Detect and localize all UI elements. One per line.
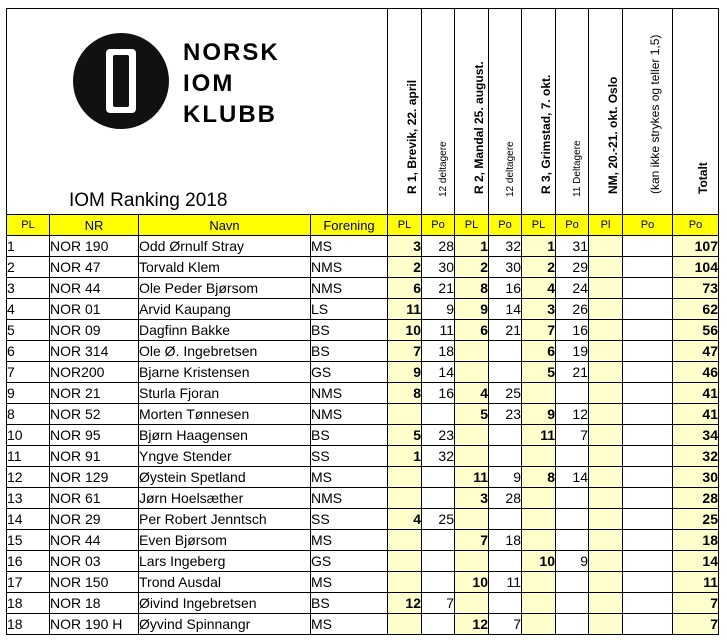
cell-total: 34 <box>673 425 719 446</box>
cell-r3po: 31 <box>556 236 589 257</box>
cell-nm <box>623 425 673 446</box>
cell-nm <box>589 425 623 446</box>
cell-navn: Morten Tønnesen <box>139 404 311 425</box>
cell-nm <box>589 572 623 593</box>
cell-nm <box>589 530 623 551</box>
cell-r1pl <box>388 404 422 425</box>
table-row <box>7 614 719 635</box>
cell-r3pl <box>522 593 556 614</box>
cell-r2pl <box>455 446 489 467</box>
cell-r3po <box>556 509 589 530</box>
cell-r2po: 18 <box>489 530 522 551</box>
col-r1-po: Po <box>422 215 455 236</box>
table-row <box>7 572 719 593</box>
cell-r1pl: 6 <box>388 278 422 299</box>
round-3-participants: 11 Deltagere <box>556 9 589 215</box>
cell-navn: Dagfinn Bakke <box>139 320 311 341</box>
table-row <box>7 383 719 404</box>
cell-r2pl: 11 <box>455 467 489 488</box>
cell-r1po: 18 <box>422 341 455 362</box>
cell-r1po: 30 <box>422 257 455 278</box>
cell-r3po <box>556 446 589 467</box>
cell-total: 62 <box>673 299 719 320</box>
cell-r1pl: 9 <box>388 362 422 383</box>
cell-nm <box>623 488 673 509</box>
cell-navn: Lars Ingeberg <box>139 551 311 572</box>
cell-forening: GS <box>311 362 388 383</box>
cell-navn: Bjarne Kristensen <box>139 362 311 383</box>
cell-pl: 16 <box>7 551 50 572</box>
cell-total: 28 <box>673 488 719 509</box>
cell-r3po <box>556 383 589 404</box>
cell-r2po <box>489 593 522 614</box>
cell-r1po <box>422 530 455 551</box>
cell-r3pl: 4 <box>522 278 556 299</box>
cell-r1pl: 7 <box>388 341 422 362</box>
cell-nm <box>589 341 623 362</box>
cell-nr: NOR 01 <box>50 299 139 320</box>
cell-total: 41 <box>673 383 719 404</box>
cell-pl: 3 <box>7 278 50 299</box>
cell-nm <box>623 446 673 467</box>
table-row <box>7 236 719 257</box>
cell-nm <box>589 509 623 530</box>
cell-nm <box>623 257 673 278</box>
cell-r2po <box>489 551 522 572</box>
column-header-row <box>7 215 719 236</box>
table-row <box>7 509 719 530</box>
cell-total: 73 <box>673 278 719 299</box>
logo-line-3: KLUBB <box>183 101 277 128</box>
cell-r3pl: 3 <box>522 299 556 320</box>
cell-total: 30 <box>673 467 719 488</box>
cell-r1pl <box>388 551 422 572</box>
cell-r2pl: 6 <box>455 320 489 341</box>
round-2-participants: 12 deltagere <box>489 9 522 215</box>
cell-nr: NOR 95 <box>50 425 139 446</box>
cell-r3pl <box>522 509 556 530</box>
cell-r1po <box>422 404 455 425</box>
cell-pl: 5 <box>7 320 50 341</box>
cell-navn: Ole Ø. Ingebretsen <box>139 341 311 362</box>
cell-r3pl: 1 <box>522 236 556 257</box>
cell-r2po: 25 <box>489 383 522 404</box>
cell-nm <box>589 362 623 383</box>
cell-r1po: 16 <box>422 383 455 404</box>
cell-navn: Øivind Ingebretsen <box>139 593 311 614</box>
nm-header: NM, 20.-21. okt. Oslo <box>589 9 623 215</box>
cell-r3pl <box>522 530 556 551</box>
cell-pl: 12 <box>7 467 50 488</box>
cell-r1po: 14 <box>422 362 455 383</box>
cell-r3pl <box>522 572 556 593</box>
cell-nr: NOR 03 <box>50 551 139 572</box>
table-row <box>7 425 719 446</box>
col-nr: NR <box>50 215 139 236</box>
table-row <box>7 257 719 278</box>
cell-r1po: 9 <box>422 299 455 320</box>
cell-r1pl: 4 <box>388 509 422 530</box>
round-1-participants: 12 deltagere <box>422 9 455 215</box>
col-r2-pl: PL <box>455 215 489 236</box>
cell-nm <box>623 614 673 635</box>
cell-nm <box>589 404 623 425</box>
cell-navn: Jørn Hoelsæther <box>139 488 311 509</box>
cell-nm <box>623 530 673 551</box>
cell-nr: NOR 129 <box>50 467 139 488</box>
club-logo <box>73 33 313 153</box>
cell-nr: NOR 52 <box>50 404 139 425</box>
cell-nm <box>623 593 673 614</box>
table-row <box>7 593 719 614</box>
cell-forening: NMS <box>311 278 388 299</box>
cell-r2po <box>489 509 522 530</box>
cell-r1pl <box>388 467 422 488</box>
cell-r1po: 28 <box>422 236 455 257</box>
col-pl: PL <box>7 215 50 236</box>
cell-r3po: 16 <box>556 320 589 341</box>
cell-r3po <box>556 572 589 593</box>
cell-r1po <box>422 467 455 488</box>
cell-total: 47 <box>673 341 719 362</box>
cell-navn: Per Robert Jenntsch <box>139 509 311 530</box>
cell-total: 107 <box>673 236 719 257</box>
cell-nr: NOR 190 H <box>50 614 139 635</box>
table-row <box>7 299 719 320</box>
cell-nr: NOR 91 <box>50 446 139 467</box>
cell-r3po <box>556 530 589 551</box>
cell-r1po <box>422 488 455 509</box>
iom-logo-icon <box>73 33 169 129</box>
table-row <box>7 362 719 383</box>
cell-r1pl <box>388 488 422 509</box>
cell-r1pl: 2 <box>388 257 422 278</box>
cell-r2pl <box>455 551 489 572</box>
cell-r2po: 28 <box>489 488 522 509</box>
cell-r2po: 14 <box>489 299 522 320</box>
cell-r1po: 32 <box>422 446 455 467</box>
cell-navn: Ole Peder Bjørsom <box>139 278 311 299</box>
cell-nr: NOR 44 <box>50 530 139 551</box>
cell-r1po: 21 <box>422 278 455 299</box>
cell-r1po <box>422 614 455 635</box>
cell-navn: Bjørn Haagensen <box>139 425 311 446</box>
cell-nm <box>623 299 673 320</box>
cell-total: 11 <box>673 572 719 593</box>
cell-nr: NOR 44 <box>50 278 139 299</box>
round-1-header: R 1, Brevik, 22. april <box>388 9 422 215</box>
cell-nm <box>589 467 623 488</box>
cell-r2pl: 3 <box>455 488 489 509</box>
cell-nm <box>589 299 623 320</box>
cell-r2pl <box>455 362 489 383</box>
header-row <box>7 9 719 215</box>
cell-r1po: 25 <box>422 509 455 530</box>
col-r3-po: Po <box>556 215 589 236</box>
cell-r1pl <box>388 530 422 551</box>
cell-r3po: 14 <box>556 467 589 488</box>
cell-forening: GS <box>311 551 388 572</box>
cell-pl: 10 <box>7 425 50 446</box>
table-row <box>7 404 719 425</box>
cell-r3po <box>556 488 589 509</box>
cell-pl: 2 <box>7 257 50 278</box>
cell-nm <box>623 278 673 299</box>
cell-r3pl: 11 <box>522 425 556 446</box>
cell-r1pl <box>388 614 422 635</box>
cell-r3pl <box>522 488 556 509</box>
cell-r2po: 7 <box>489 614 522 635</box>
cell-total: 7 <box>673 614 719 635</box>
col-forening: Forening <box>311 215 388 236</box>
cell-nr: NOR 09 <box>50 320 139 341</box>
cell-pl: 18 <box>7 593 50 614</box>
cell-r3pl <box>522 383 556 404</box>
cell-forening: LS <box>311 299 388 320</box>
cell-total: 18 <box>673 530 719 551</box>
cell-r1po <box>422 551 455 572</box>
cell-navn: Torvald Klem <box>139 257 311 278</box>
cell-r2pl: 7 <box>455 530 489 551</box>
cell-nm <box>623 404 673 425</box>
cell-r2pl <box>455 425 489 446</box>
cell-navn: Øystein Spetland <box>139 467 311 488</box>
cell-nm <box>623 551 673 572</box>
cell-r3po: 29 <box>556 257 589 278</box>
cell-pl: 11 <box>7 446 50 467</box>
cell-r2pl <box>455 509 489 530</box>
cell-r3pl: 5 <box>522 362 556 383</box>
ranking-table <box>6 8 719 635</box>
cell-r2po: 16 <box>489 278 522 299</box>
cell-total: 32 <box>673 446 719 467</box>
cell-forening: SS <box>311 446 388 467</box>
cell-r2pl <box>455 341 489 362</box>
cell-r3po: 21 <box>556 362 589 383</box>
table-row <box>7 467 719 488</box>
cell-total: 104 <box>673 257 719 278</box>
cell-r3po: 7 <box>556 425 589 446</box>
cell-nm <box>589 278 623 299</box>
cell-r2po: 23 <box>489 404 522 425</box>
cell-pl: 1 <box>7 236 50 257</box>
cell-forening: SS <box>311 509 388 530</box>
cell-nm <box>589 257 623 278</box>
cell-r2pl: 5 <box>455 404 489 425</box>
cell-nr: NOR 61 <box>50 488 139 509</box>
nm-note: (kan ikke strykes og teller 1,5) <box>623 9 673 215</box>
cell-nm <box>589 446 623 467</box>
cell-r3pl: 6 <box>522 341 556 362</box>
cell-r3po: 26 <box>556 299 589 320</box>
cell-forening: BS <box>311 593 388 614</box>
cell-nm <box>589 614 623 635</box>
cell-pl: 17 <box>7 572 50 593</box>
cell-r2po: 30 <box>489 257 522 278</box>
col-r2-po: Po <box>489 215 522 236</box>
cell-nm <box>589 551 623 572</box>
cell-r2pl: 10 <box>455 572 489 593</box>
col-nm-po: Po <box>623 215 673 236</box>
cell-forening: MS <box>311 467 388 488</box>
cell-total: 7 <box>673 593 719 614</box>
table-row <box>7 488 719 509</box>
cell-r3pl <box>522 446 556 467</box>
cell-nr: NOR 21 <box>50 383 139 404</box>
cell-r2pl: 4 <box>455 383 489 404</box>
cell-r3po: 24 <box>556 278 589 299</box>
cell-nm <box>623 509 673 530</box>
cell-nm <box>623 320 673 341</box>
cell-total: 14 <box>673 551 719 572</box>
cell-forening: MS <box>311 236 388 257</box>
cell-forening: MS <box>311 614 388 635</box>
cell-r2po <box>489 341 522 362</box>
cell-nr: NOR 314 <box>50 341 139 362</box>
cell-nm <box>623 467 673 488</box>
cell-nr: NOR 190 <box>50 236 139 257</box>
cell-pl: 15 <box>7 530 50 551</box>
cell-r3pl: 10 <box>522 551 556 572</box>
cell-r1pl: 8 <box>388 383 422 404</box>
cell-r3pl: 9 <box>522 404 556 425</box>
cell-r1pl: 3 <box>388 236 422 257</box>
cell-pl: 4 <box>7 299 50 320</box>
cell-forening: NMS <box>311 404 388 425</box>
col-nm-pl: Pl <box>589 215 623 236</box>
cell-r2po: 11 <box>489 572 522 593</box>
cell-nr: NOR200 <box>50 362 139 383</box>
cell-navn: Sturla Fjoran <box>139 383 311 404</box>
logo-area <box>7 9 388 215</box>
cell-r3pl <box>522 614 556 635</box>
cell-total: 46 <box>673 362 719 383</box>
cell-forening: BS <box>311 425 388 446</box>
cell-r2po: 21 <box>489 320 522 341</box>
col-r3-pl: PL <box>522 215 556 236</box>
cell-nm <box>589 236 623 257</box>
logo-text <box>183 37 280 130</box>
cell-r2po <box>489 362 522 383</box>
cell-r1pl <box>388 572 422 593</box>
cell-r3pl: 7 <box>522 320 556 341</box>
cell-nm <box>623 362 673 383</box>
cell-forening: NMS <box>311 257 388 278</box>
cell-forening: NMS <box>311 383 388 404</box>
cell-navn: Trond Ausdal <box>139 572 311 593</box>
cell-nm <box>623 341 673 362</box>
cell-r3po <box>556 593 589 614</box>
cell-r2pl <box>455 593 489 614</box>
cell-pl: 9 <box>7 383 50 404</box>
cell-r2po: 9 <box>489 467 522 488</box>
cell-forening: BS <box>311 341 388 362</box>
page-title: IOM Ranking 2018 <box>69 190 228 211</box>
cell-forening: BS <box>311 320 388 341</box>
cell-nr: NOR 47 <box>50 257 139 278</box>
round-3-header: R 3, Grimstad, 7. okt. <box>522 9 556 215</box>
cell-forening: NMS <box>311 488 388 509</box>
cell-pl: 14 <box>7 509 50 530</box>
cell-r1pl: 1 <box>388 446 422 467</box>
round-2-header: R 2, Mandal 25. august. <box>455 9 489 215</box>
cell-r3po: 9 <box>556 551 589 572</box>
cell-r1pl: 10 <box>388 320 422 341</box>
cell-r1po: 23 <box>422 425 455 446</box>
cell-r3po: 12 <box>556 404 589 425</box>
cell-r1pl: 12 <box>388 593 422 614</box>
cell-nm <box>589 383 623 404</box>
cell-nm <box>623 383 673 404</box>
cell-r2po: 32 <box>489 236 522 257</box>
cell-r2pl: 1 <box>455 236 489 257</box>
cell-navn: Odd Ørnulf Stray <box>139 236 311 257</box>
cell-r2po <box>489 446 522 467</box>
cell-forening: MS <box>311 572 388 593</box>
cell-nr: NOR 29 <box>50 509 139 530</box>
cell-r3pl: 2 <box>522 257 556 278</box>
cell-r3pl: 8 <box>522 467 556 488</box>
total-header: Totalt <box>673 9 719 215</box>
cell-r1po <box>422 572 455 593</box>
cell-r1po: 7 <box>422 593 455 614</box>
cell-total: 41 <box>673 404 719 425</box>
cell-pl: 18 <box>7 614 50 635</box>
cell-navn: Arvid Kaupang <box>139 299 311 320</box>
logo-line-2: IOM <box>183 70 235 97</box>
cell-nr: NOR 150 <box>50 572 139 593</box>
cell-navn: Øyvind Spinnangr <box>139 614 311 635</box>
table-row <box>7 341 719 362</box>
table-row <box>7 446 719 467</box>
cell-navn: Yngve Stender <box>139 446 311 467</box>
table-row <box>7 551 719 572</box>
cell-nm <box>589 488 623 509</box>
cell-r1pl: 11 <box>388 299 422 320</box>
cell-r1pl: 5 <box>388 425 422 446</box>
table-row <box>7 278 719 299</box>
col-navn: Navn <box>139 215 311 236</box>
col-total-po: Po <box>673 215 719 236</box>
cell-r2po <box>489 425 522 446</box>
cell-r2pl: 2 <box>455 257 489 278</box>
cell-pl: 6 <box>7 341 50 362</box>
cell-navn: Even Bjørsom <box>139 530 311 551</box>
cell-r2pl: 9 <box>455 299 489 320</box>
cell-total: 56 <box>673 320 719 341</box>
cell-nm <box>623 572 673 593</box>
cell-pl: 13 <box>7 488 50 509</box>
cell-pl: 8 <box>7 404 50 425</box>
cell-forening: MS <box>311 530 388 551</box>
cell-nm <box>589 593 623 614</box>
table-row <box>7 320 719 341</box>
cell-nm <box>589 320 623 341</box>
cell-total: 25 <box>673 509 719 530</box>
cell-nm <box>623 236 673 257</box>
cell-r3po: 19 <box>556 341 589 362</box>
col-r1-pl: PL <box>388 215 422 236</box>
cell-nr: NOR 18 <box>50 593 139 614</box>
cell-r2pl: 8 <box>455 278 489 299</box>
cell-r3po <box>556 614 589 635</box>
cell-r2pl: 12 <box>455 614 489 635</box>
logo-line-1: NORSK <box>183 39 280 66</box>
cell-pl: 7 <box>7 362 50 383</box>
table-row <box>7 530 719 551</box>
cell-r1po: 11 <box>422 320 455 341</box>
